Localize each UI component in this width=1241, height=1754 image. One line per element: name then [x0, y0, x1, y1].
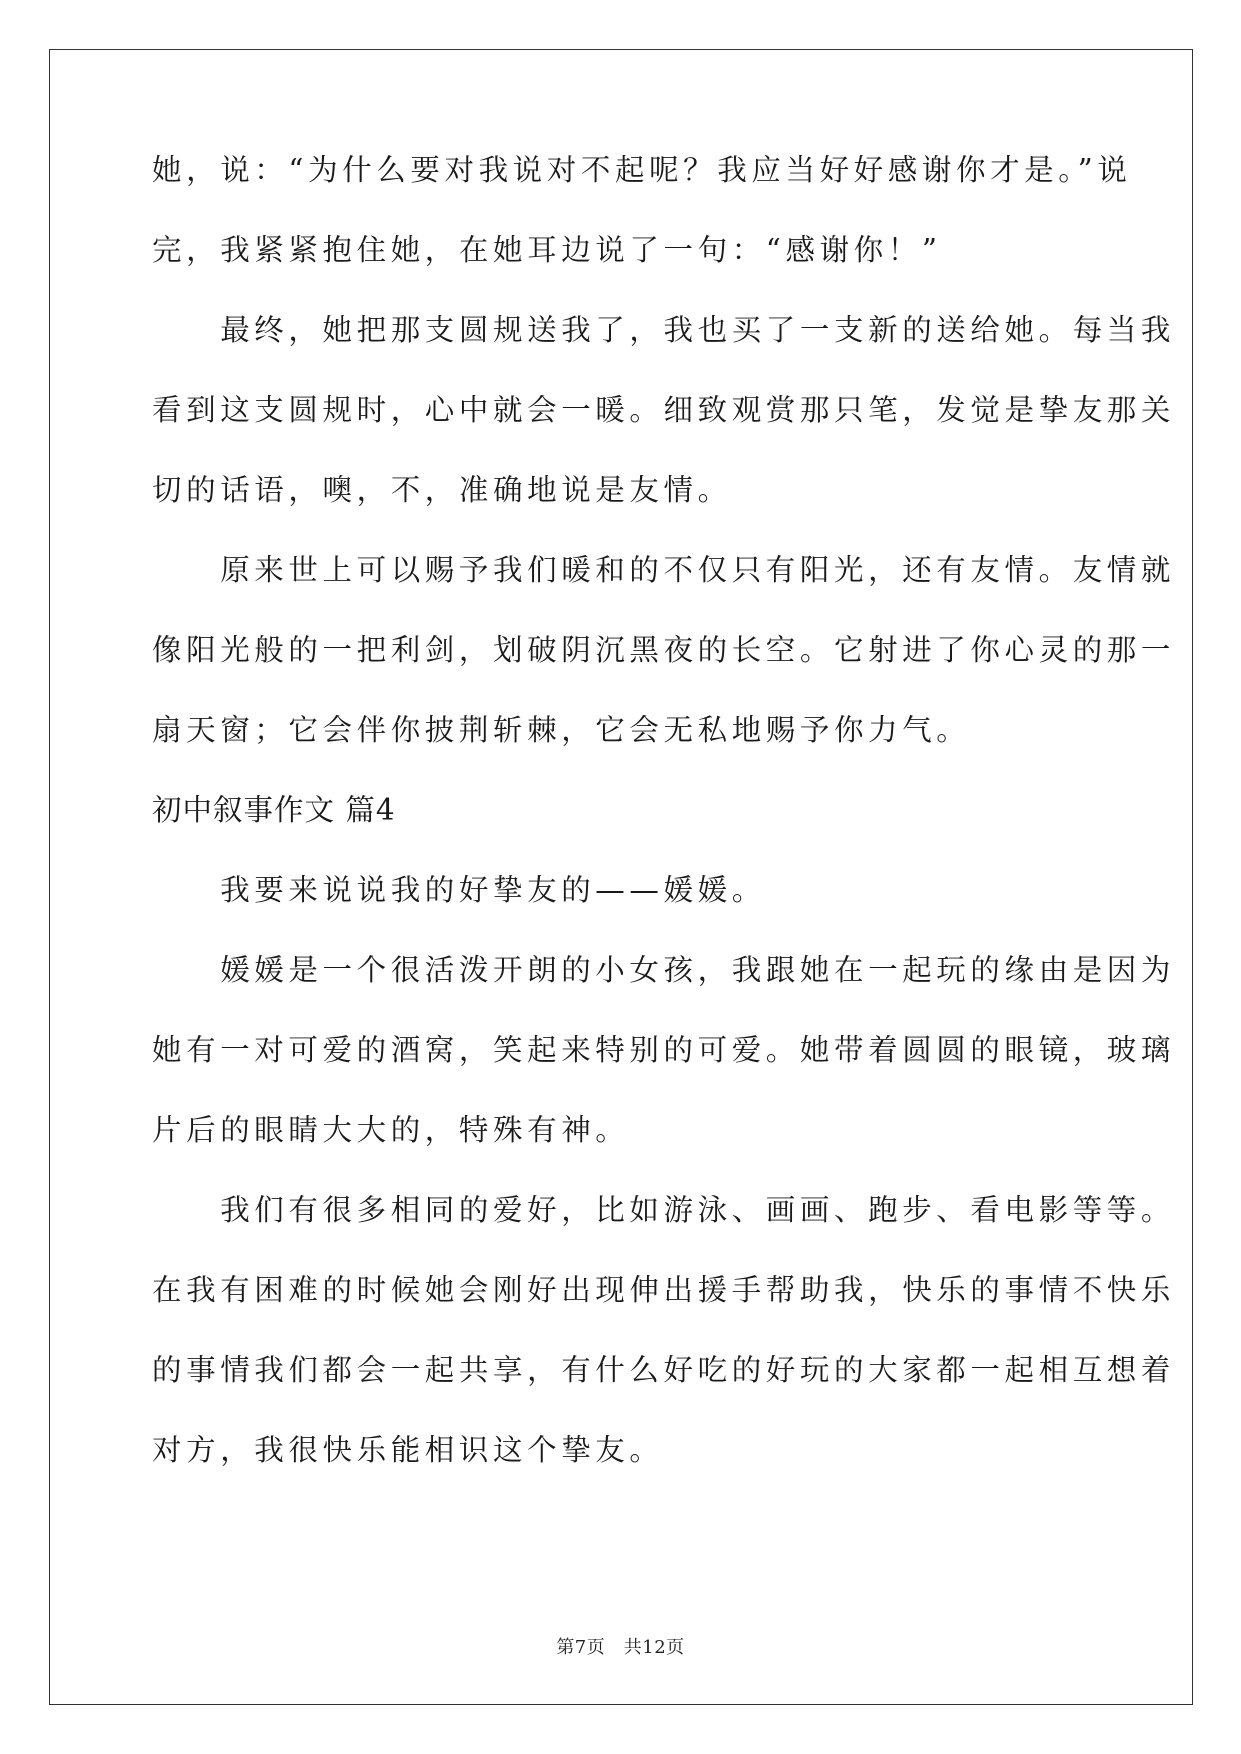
- text-line: 切的话语，噢，不，准确地说是友情。: [152, 473, 732, 507]
- text-line: 我们有很多相同的爱好，比如游泳、画画、跑步、看电影等等。: [152, 1193, 1176, 1227]
- text-line: 片后的眼睛大大的，特殊有神。: [152, 1113, 630, 1147]
- text-line: 最终，她把那支圆规送我了，我也买了一支新的送给她。每当我: [152, 313, 1176, 347]
- text-line: 原来世上可以赐予我们暖和的不仅只有阳光，还有友情。友情就: [152, 553, 1176, 587]
- text-line: 在我有困难的时候她会刚好出现伸出援手帮助我，快乐的事情不快乐: [152, 1273, 1176, 1307]
- text-line: 扇天窗；它会伴你披荆斩棘，它会无私地赐予你力气。: [152, 713, 971, 747]
- text-line: 对方，我很快乐能相识这个挚友。: [152, 1433, 664, 1467]
- section-heading: 初中叙事作文 篇4: [152, 793, 396, 827]
- text-line: 看到这支圆规时，心中就会一暖。细致观赏那只笔，发觉是挚友那关: [152, 393, 1176, 427]
- text-line: 的事情我们都会一起共享，有什么好吃的好玩的大家都一起相互想着: [152, 1353, 1176, 1387]
- text-line: 像阳光般的一把利剑，划破阴沉黑夜的长空。它射进了你心灵的那一: [152, 633, 1176, 667]
- text-line: 她，说：“为什么要对我说对不起呢？我应当好好感谢你才是。”说: [152, 153, 1132, 187]
- text-line: 媛媛是一个很活泼开朗的小女孩，我跟她在一起玩的缘由是因为: [152, 953, 1176, 987]
- text-line: 她有一对可爱的酒窝，笑起来特别的可爱。她带着圆圆的眼镜，玻璃: [152, 1033, 1176, 1067]
- text-line: 我要来说说我的好挚友的——媛媛。: [152, 873, 766, 907]
- text-line: 完，我紧紧抱住她，在她耳边说了一句：“感谢你！”: [152, 233, 942, 267]
- page-number-footer: 第7页 共12页: [556, 1637, 685, 1658]
